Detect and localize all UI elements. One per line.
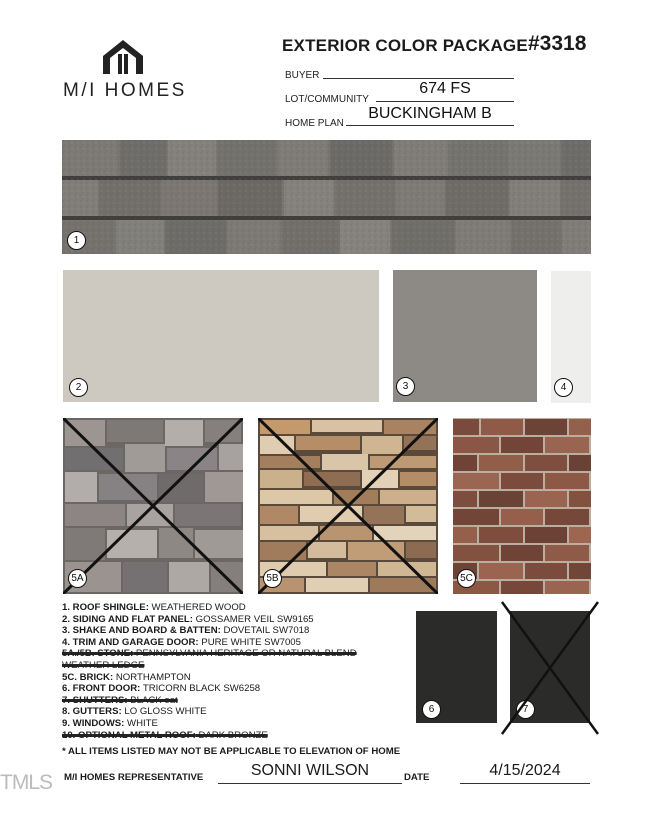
list-item: 5C. BRICK: NORTHAMPTON [62, 671, 191, 683]
crossed-out-mark-shutters [500, 600, 600, 736]
shutters-badge: 7 [516, 700, 535, 719]
applicability-note: * ALL ITEMS LISTED MAY NOT BE APPLICABLE TO ELEVATION OF HOME [62, 746, 401, 757]
home-plan-line [346, 125, 514, 126]
siding-badge: 2 [69, 378, 88, 397]
list-item: 9. WINDOWS: WHITE [62, 717, 158, 729]
home-plan-value: BUCKINGHAM B [368, 105, 492, 122]
list-item: 8. GUTTERS: LO GLOSS WHITE [62, 706, 207, 718]
front-door-swatch [416, 611, 497, 723]
stone-5a-swatch [63, 418, 243, 594]
shake-swatch [393, 270, 537, 402]
brand-logo-text: M/I HOMES [63, 80, 187, 101]
stone-5a-badge: 5A [68, 569, 87, 588]
date-label: DATE [404, 772, 430, 783]
list-item-struck: 10. OPTIONAL METAL ROOF: DARK BRONZE [62, 729, 268, 741]
lot-community-line [376, 101, 514, 102]
list-item-struck: WEATHER LEDGE [62, 659, 145, 671]
list-item-struck: 5A./5B. STONE: PENNSYLVANIA HERITAGE OR NATURAL BLEND [62, 648, 357, 660]
package-number: #3318 [528, 32, 587, 55]
front-door-badge: 6 [422, 700, 441, 719]
home-plan-label: HOME PLAN [285, 118, 344, 129]
page-title: EXTERIOR COLOR PACKAGE [282, 36, 528, 55]
representative-line [218, 783, 402, 784]
representative-label: M/I HOMES REPRESENTATIVE [64, 772, 204, 783]
buyer-label: BUYER [285, 70, 320, 81]
lot-community-label: LOT/COMMUNITY [285, 94, 369, 105]
list-item: 6. FRONT DOOR: TRICORN BLACK SW6258 [62, 683, 261, 695]
list-item: 4. TRIM AND GARAGE DOOR: PURE WHITE SW7005 [62, 636, 301, 648]
brick-5c-badge: 5C [457, 569, 476, 588]
representative-value: SONNI WILSON [250, 762, 370, 779]
list-item: 2. SIDING AND FLAT PANEL: GOSSAMER VEIL SW9165 [62, 613, 314, 625]
color-spec-list [62, 602, 402, 741]
roof-shingle-swatch [62, 140, 591, 254]
date-line [460, 783, 590, 784]
list-item-struck: 7. SHUTTERS: BLACK oat [62, 694, 178, 706]
siding-swatch [63, 270, 379, 402]
list-item: 1. ROOF SHINGLE: WEATHERED WOOD [62, 602, 246, 613]
trim-swatch [551, 271, 591, 403]
date-value: 4/15/2024 [489, 762, 561, 779]
crossed-out-mark-5b [258, 418, 438, 594]
shake-badge: 3 [396, 377, 415, 396]
list-item: 3. SHAKE AND BOARD & BATTEN: DOVETAIL SW7018 [62, 625, 310, 637]
roof-badge: 1 [67, 231, 86, 250]
crossed-out-mark-5a [63, 418, 243, 594]
house-logo-icon [103, 40, 143, 74]
lot-community-value: 674 FS [419, 80, 471, 97]
buyer-line [323, 78, 514, 79]
trim-badge: 4 [554, 378, 573, 397]
mls-watermark: TMLS [0, 771, 53, 794]
stone-5b-badge: 5B [263, 569, 282, 588]
brick-5c-swatch [453, 418, 591, 594]
stone-5b-swatch [258, 418, 438, 594]
